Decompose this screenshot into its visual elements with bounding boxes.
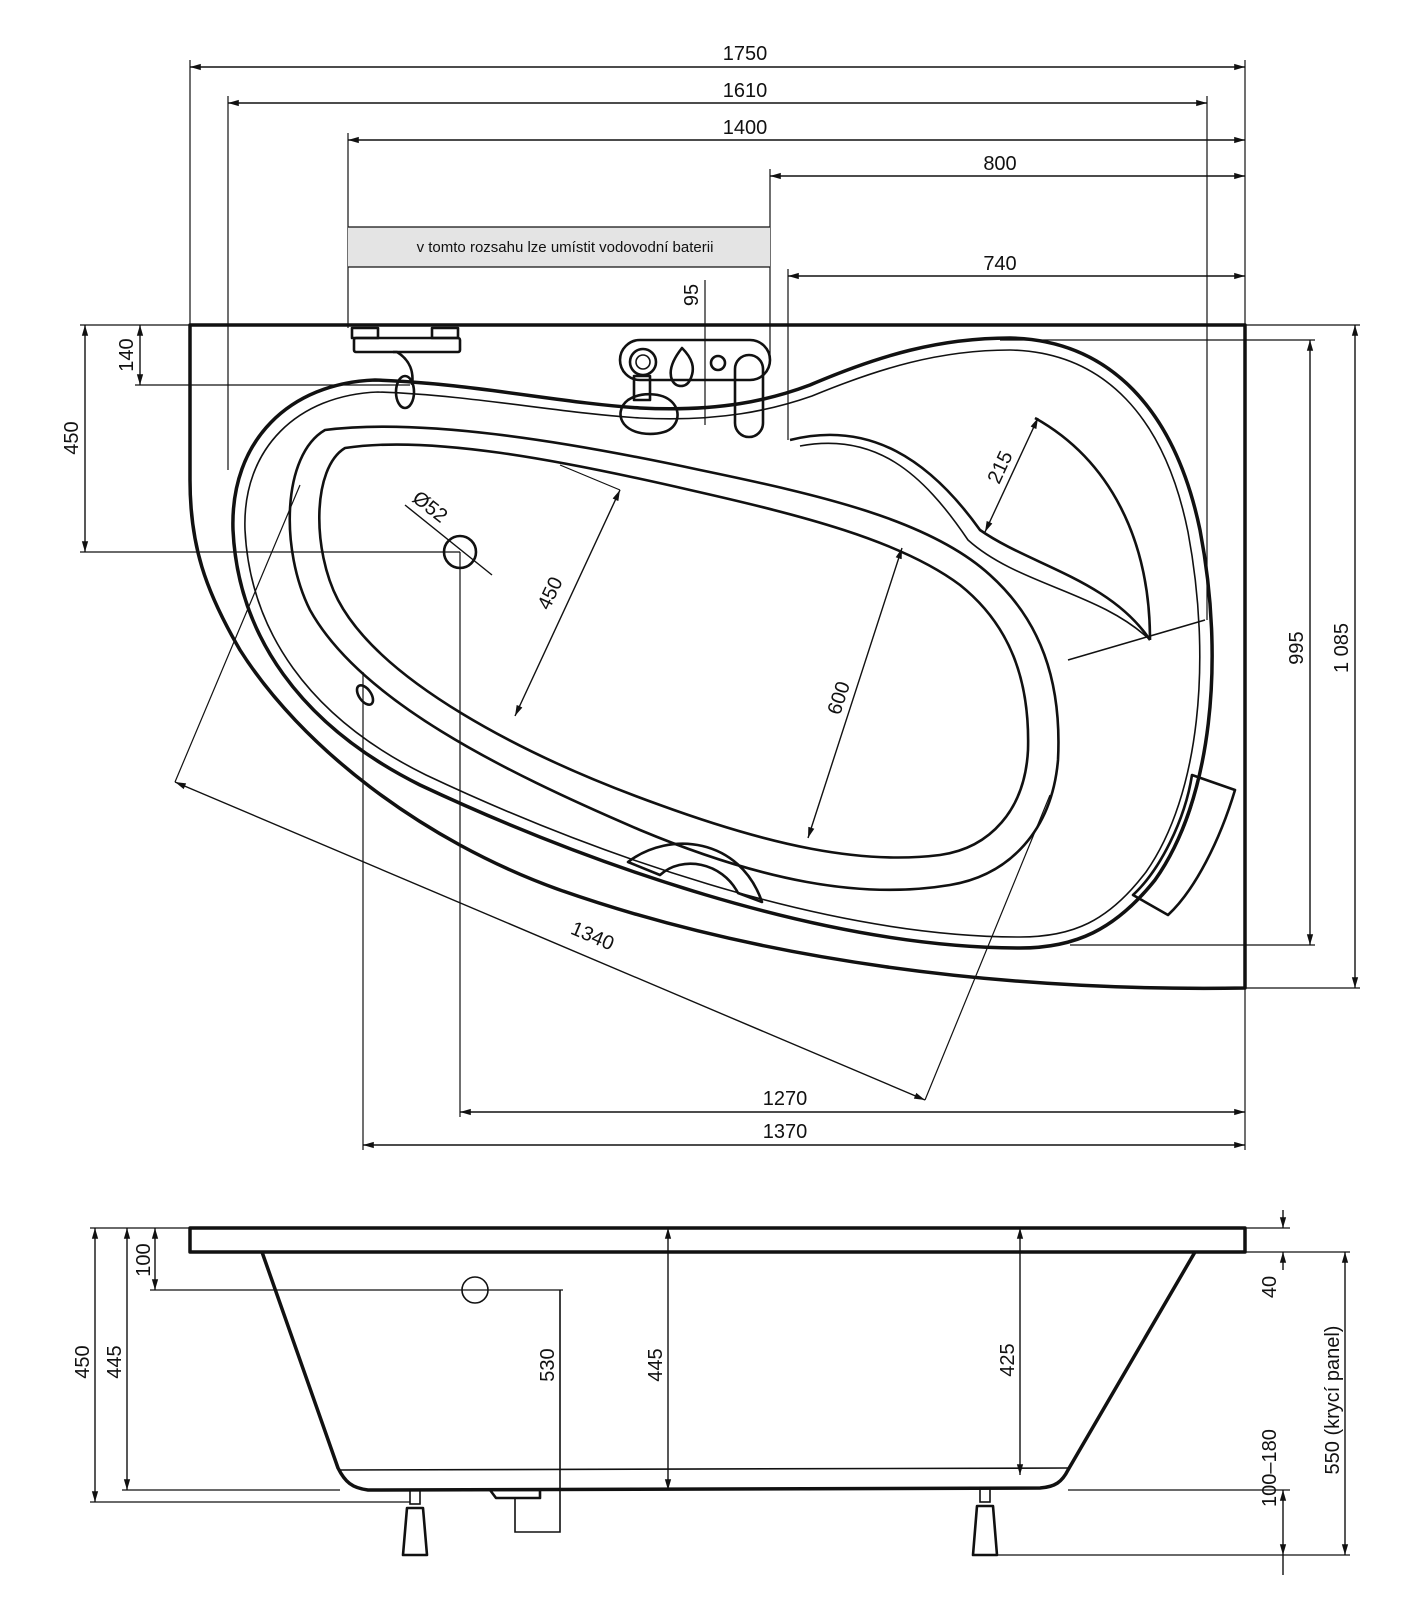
tap-zone-note-text: v tomto rozsahu lze umístit vodovodní baterii: [416, 239, 714, 256]
headrest-boundary-line: [1068, 620, 1205, 660]
dim-overall-width: 1 085: [1331, 622, 1353, 674]
tap-shower-handle: [735, 355, 763, 437]
side-hand-grip-inner: [1140, 782, 1198, 898]
dim-depth-left: 445: [104, 1345, 126, 1379]
tub-rim-outline: [233, 338, 1212, 948]
tub-outer-outline: [190, 325, 1245, 988]
side-tub-floor-line: [340, 1468, 1068, 1470]
dim-drain-offset: 450: [61, 421, 83, 455]
dim-total-height: 450: [72, 1345, 94, 1379]
dim-basin-width-narrow: 450: [533, 573, 568, 614]
mixer-tap-body: [354, 338, 460, 352]
tap-zone-note: [348, 227, 770, 267]
dim-diagonal-length: 1340: [567, 917, 618, 956]
side-rim: [190, 1228, 1245, 1252]
dim-rim-length: 1400: [722, 117, 768, 139]
side-drain-pipe: [515, 1290, 560, 1532]
side-tub-body: [262, 1252, 1195, 1490]
side-foot-right: [973, 1488, 997, 1555]
dim-overflow-to-right: 1370: [762, 1121, 808, 1143]
dim-overall-length: 1750: [722, 43, 768, 65]
tap-outlet-outer: [630, 349, 656, 375]
tub-rim-inner-edge: [245, 350, 1200, 937]
dim-tap-zone-width: 800: [983, 153, 1017, 175]
tap-group: [620, 340, 770, 437]
side-view-dimension-lines: [95, 1210, 1345, 1575]
side-view: [72, 1210, 1350, 1575]
dim-depth-middle: 445: [645, 1348, 667, 1382]
overflow-hole: [354, 683, 376, 708]
dim-drain-diameter: Ø52: [408, 486, 452, 528]
top-view: [61, 43, 1360, 1150]
dim-rim-thickness: 40: [1259, 1275, 1281, 1299]
dim-overflow-to-drain: 530: [537, 1348, 559, 1382]
dim-tap-offset: 95: [681, 283, 703, 307]
basin-top-edge: [290, 427, 1059, 890]
side-drain-outlet: [490, 1490, 540, 1498]
dim-inner-length: 1610: [722, 80, 768, 102]
tap-outlet-inner: [636, 355, 650, 369]
dim-basin-width-wide: 600: [823, 678, 855, 718]
dim-overflow-depth: 100: [133, 1243, 155, 1277]
dim-rim-depth: 140: [116, 338, 138, 372]
side-hand-grip: [1133, 775, 1235, 915]
dim-depth-right: 425: [997, 1343, 1019, 1377]
side-foot-left: [403, 1490, 427, 1555]
mixer-tap-valve-left: [352, 328, 378, 338]
dim-inner-width: 995: [1286, 631, 1308, 665]
side-view-extension-lines: [90, 1228, 1350, 1555]
dim-headrest-offset: 740: [983, 253, 1017, 275]
dim-drain-to-right: 1270: [762, 1088, 808, 1110]
mixer-tap-valve-right: [432, 328, 458, 338]
headrest-lower-edge: [790, 435, 1150, 640]
dim-feet-adjustment: 100–180: [1259, 1429, 1281, 1507]
dim-headrest-width: 215: [983, 447, 1018, 488]
headrest-upper-edge: [1035, 418, 1150, 640]
tap-small-knob: [711, 356, 725, 370]
dim-panel-height: 550 (krycí panel): [1322, 1325, 1344, 1475]
